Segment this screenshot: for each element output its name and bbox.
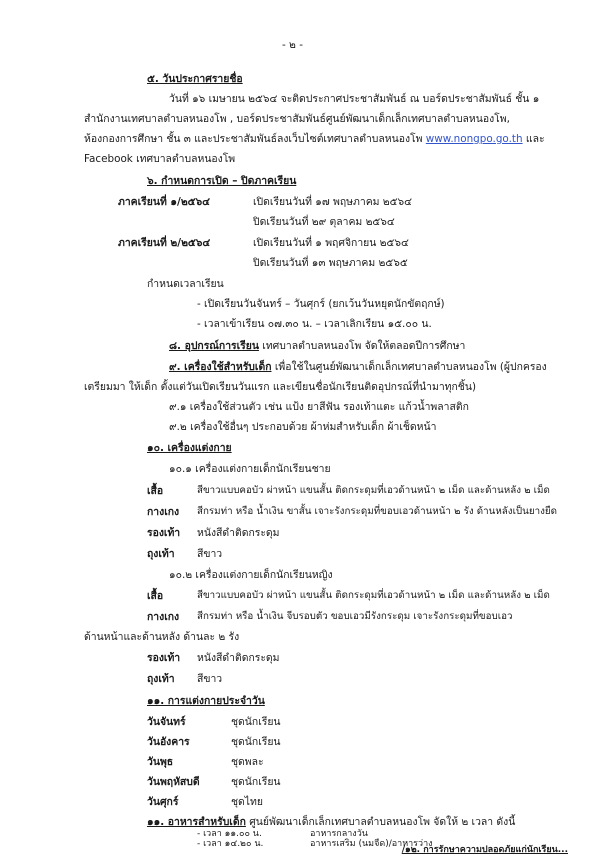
boys-uniform-title: ๑๐.๑ เครื่องแต่งกายเด็กนักเรียนชาย	[169, 463, 331, 475]
boys-pants-text: สีกรมท่า หรือ น้ำเงิน ขาสั้น เจาะรังกระดุมที่ขอบเอวด้านหน้า ๒ รัง ด้านหลังเป็นยางยืด	[197, 506, 557, 517]
term-2-close: ปิดเรียนวันที่ ๑๓ พฤษภาคม ๒๕๖๕	[253, 257, 408, 269]
boys-pants-label: กางเกง	[147, 506, 180, 518]
day-outfit-wed: ชุดพละ	[231, 756, 264, 768]
day-label-thu: วันพฤหัสบดี	[147, 776, 200, 788]
section-8-line	[169, 339, 465, 353]
schedule-title: กำหนดเวลาเรียน	[147, 278, 224, 290]
section-5-line-3	[84, 132, 545, 146]
term-1-open: เปิดเรียนวันที่ ๑๗ พฤษภาคม ๒๕๖๔	[253, 196, 412, 208]
section-5-line-2: สำนักงานเทศบาลตำบลหนองโพ , บอร์ดประชาสัมพันธ์ศูนย์พัฒนาเด็กเล็กเทศบาลตำบลหนองโพ,	[84, 113, 510, 125]
boys-shoes-label: รองเท้า	[147, 527, 181, 539]
boys-socks-label: ถุงเท้า	[147, 548, 175, 560]
schedule-line-2: - เวลาเข้าเรียน ๐๗.๓๐ น. – เวลาเลิกเรียน ๑๕.๐๐ น.	[197, 318, 432, 330]
next-section-hint: /๑๒. การรักษาความปลอดภัยแก่นักเรียน...	[401, 845, 568, 855]
section-9-item-2: ๙.๒ เครื่องใช้อื่นๆ ประกอบด้วย ผ้าห่มสำหรับเด็ก ผ้าเช็ดหน้า	[169, 421, 437, 433]
boys-shirt-label: เสื้อ	[147, 485, 164, 497]
girls-shoes-text: หนังสีดำติดกระดุม	[197, 652, 280, 664]
term-2-label: ภาคเรียนที่ ๒/๒๕๖๔	[118, 237, 211, 249]
section-8-heading: ๘. อุปกรณ์การเรียน	[169, 340, 259, 352]
term-1-label: ภาคเรียนที่ ๑/๒๕๖๔	[118, 196, 210, 208]
day-label-wed: วันพุธ	[147, 756, 174, 768]
boys-shoes-text: หนังสีดำติดกระดุม	[197, 527, 280, 539]
section-9-line-1	[169, 360, 547, 374]
term-1-close: ปิดเรียนวันที่ ๒๙ ตุลาคม ๒๕๖๔	[253, 216, 395, 228]
girls-uniform-title: ๑๐.๒ เครื่องแต่งกายเด็กนักเรียนหญิง	[169, 569, 333, 581]
girls-shirt-text: สีขาวแบบคอบัว ผ่าหน้า แขนสั้น ติดกระดุมที่เอวด้านหน้า ๒ เม็ด และด้านหลัง ๒ เม็ด	[197, 590, 550, 601]
section-9-heading: ๙. เครื่องใช้สำหรับเด็ก	[169, 361, 272, 373]
schedule-line-1: - เปิดเรียนวันจันทร์ – วันศุกร์ (ยกเว้นวันหยุดนักขัตฤกษ์)	[197, 298, 445, 310]
section-10-heading: ๑๐. เครื่องแต่งกาย	[147, 442, 232, 454]
section-5-line-1: วันที่ ๑๖ เมษายน ๒๕๖๔ จะติดประกาศประชาสัมพันธ์ ณ บอร์ดประชาสัมพันธ์ ชั้น ๑	[169, 93, 540, 105]
girls-socks-label: ถุงเท้า	[147, 673, 175, 685]
boys-shirt-text: สีขาวแบบคอบัว ผ่าหน้า แขนสั้น ติดกระดุมที่เอวด้านหน้า ๒ เม็ด และด้านหลัง ๒ เม็ด	[197, 485, 550, 496]
girls-shoes-label: รองเท้า	[147, 652, 181, 664]
term-2-open: เปิดเรียนวันที่ ๑ พฤศจิกายน ๒๕๖๔	[253, 237, 409, 249]
section-6-heading: ๖. กำหนดการเปิด – ปิดภาคเรียน	[147, 175, 297, 187]
page-number: - ๒ -	[282, 39, 303, 51]
day-label-fri: วันศุกร์	[147, 796, 179, 808]
day-outfit-mon: ชุดนักเรียน	[231, 716, 281, 728]
meal-2-name: อาหารเสริม (นมจืด)/อาหารว่าง	[310, 839, 433, 849]
section-11b-heading: ๑๑. อาหารสำหรับเด็ก	[147, 816, 246, 828]
girls-socks-text: สีขาว	[197, 673, 223, 685]
meal-1-name: อาหารกลางวัน	[310, 829, 368, 839]
section-11-heading: ๑๑. การแต่งกายประจำวัน	[147, 695, 265, 707]
day-outfit-fri: ชุดไทย	[231, 796, 263, 808]
section-5-line-3-end: และ	[525, 133, 545, 145]
girls-skirt-text-2: ด้านหน้าและด้านหลัง ด้านละ ๒ รัง	[84, 631, 240, 643]
day-label-mon: วันจันทร์	[147, 716, 186, 728]
section-9-text: เพื่อใช้ในศูนย์พัฒนาเด็กเล็กเทศบาลตำบลหนองโพ (ผู้ปกครอง	[274, 361, 547, 373]
section-5-line-4: Facebook เทศบาลตำบลหนองโพ	[84, 153, 236, 165]
girls-shirt-label: เสื้อ	[147, 590, 164, 602]
section-5-heading: ๕. วันประกาศรายชื่อ	[147, 73, 243, 85]
girls-skirt-text: สีกรมท่า หรือ น้ำเงิน จีบรอบตัว ขอบเอวมีรังกระดุม เจาะรังกระดุมที่ขอบเอว	[197, 611, 513, 622]
day-label-tue: วันอังคาร	[147, 736, 190, 748]
girls-skirt-label: กางเกง	[147, 611, 180, 623]
boys-socks-text: สีขาว	[197, 548, 223, 560]
day-outfit-thu: ชุดนักเรียน	[231, 776, 281, 788]
day-outfit-tue: ชุดนักเรียน	[231, 736, 281, 748]
section-5-line-3-text: ห้องกองการศึกษา ชั้น ๓ และประชาสัมพันธ์ลงเว็บไซต์เทศบาลตำบลหนองโพ	[84, 133, 423, 145]
section-9-item-1: ๙.๑ เครื่องใช้ส่วนตัว เช่น แป้ง ยาสีฟัน รองเท้าแตะ แก้วน้ำพลาสติก	[169, 401, 469, 413]
section-9-line-2: เตรียมมา ให้เด็ก ตั้งแต่วันเปิดเรียนวันแรก และเขียนชื่อนักเรียนติดอุปกรณ์ที่นำมาทุกชิ้น)	[84, 381, 477, 393]
meal-2-time: - เวลา ๑๔.๒๐ น.	[197, 839, 264, 849]
meal-1-time: - เวลา ๑๑.๐๐ น.	[197, 829, 262, 839]
section-11b-line	[147, 815, 515, 829]
section-8-text: เทศบาลตำบลหนองโพ จัดให้ตลอดปีการศึกษา	[262, 340, 466, 352]
section-11b-text: ศูนย์พัฒนาเด็กเล็กเทศบาลตำบลหนองโพ จัดให้ ๒ เวลา ดังนี้	[249, 816, 516, 828]
website-link[interactable]: www.nongpo.go.th	[425, 133, 523, 145]
